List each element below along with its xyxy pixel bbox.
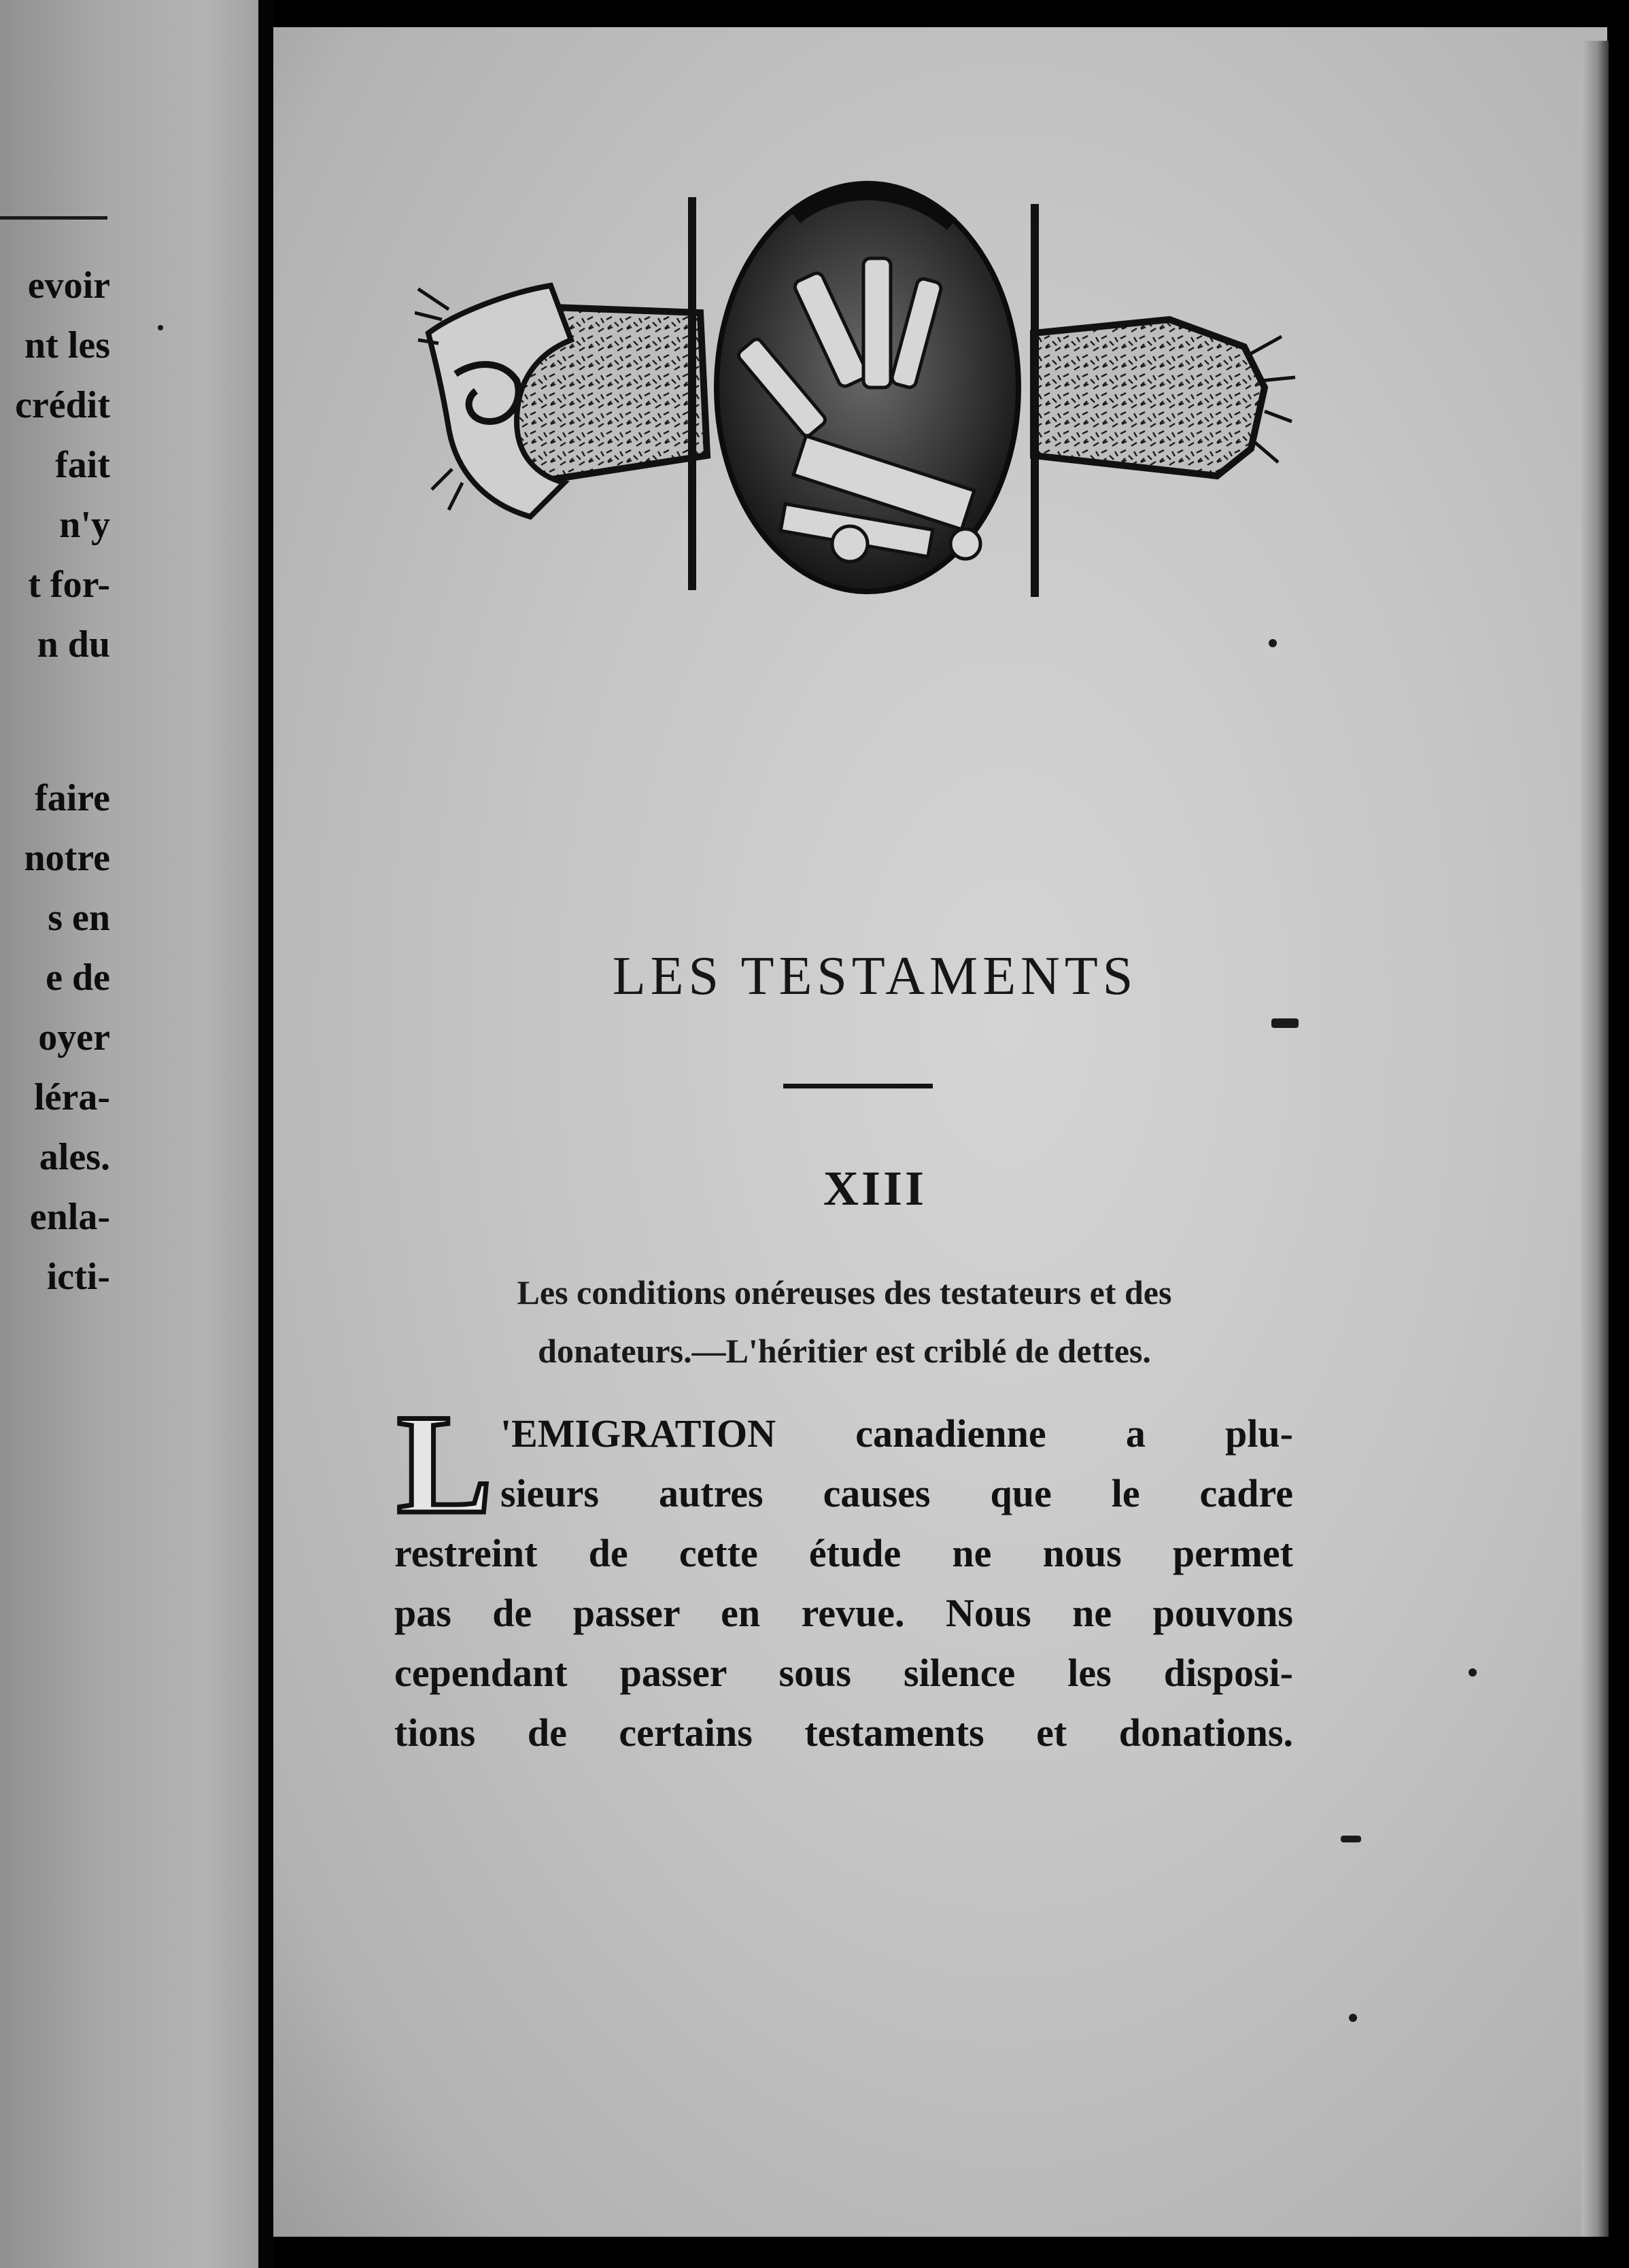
chapter-number: XIII (823, 1161, 927, 1216)
body-line: cependant passer sous silence les disposi- (394, 1651, 1293, 1695)
chapter-title: LES TESTAMENTS (612, 946, 1138, 1006)
ink-speck (1271, 1018, 1299, 1028)
previous-page-line: e de (46, 957, 110, 999)
right-banner (1033, 320, 1265, 476)
previous-page-line: evoir (27, 264, 110, 307)
body-line: tions de certains testaments et donations. (394, 1711, 1293, 1755)
previous-page-line: n du (37, 623, 110, 666)
ink-speck (1349, 2014, 1357, 2022)
body-line: pas de passer en revue. Nous ne pouvons (394, 1591, 1293, 1635)
headpiece-rule-right (1031, 204, 1039, 597)
previous-page-fragment (0, 0, 258, 2268)
previous-page-line: t for- (28, 564, 110, 606)
headpiece-rule-left (688, 197, 696, 590)
previous-page-line: ales. (39, 1136, 110, 1178)
previous-page-line: oyer (38, 1016, 110, 1059)
previous-page-line: n'y (59, 504, 110, 546)
previous-page-line: icti- (46, 1256, 110, 1298)
body-line: restreint de cette étude ne nous permet (394, 1531, 1293, 1575)
book-gutter (258, 0, 273, 2268)
ink-speck (1469, 1668, 1477, 1677)
page-edge-shadow (1581, 41, 1609, 2237)
ink-speck (158, 325, 163, 330)
body-line: sieurs autres causes que le cadre (500, 1471, 1293, 1515)
previous-page-line: crédit (15, 384, 110, 426)
previous-page-line: faire (35, 777, 110, 819)
ink-speck (1269, 639, 1277, 647)
previous-page-line: léra- (34, 1076, 110, 1118)
chapter-summary (396, 1263, 1293, 1380)
previous-page-line: fait (55, 444, 110, 486)
previous-page-line: notre (24, 837, 110, 879)
summary-line: Les conditions onéreuses des testateurs et des (517, 1273, 1172, 1311)
scan-top-border (273, 0, 1629, 27)
drop-cap-initial (397, 1398, 506, 1523)
ink-speck (1341, 1836, 1361, 1842)
previous-page-rule (0, 216, 107, 220)
previous-page-line: s en (48, 897, 110, 939)
drop-cap-letter: L (397, 1398, 493, 1523)
previous-page-line: enla- (29, 1196, 110, 1238)
title-rule (783, 1084, 933, 1088)
body-line: 'EMIGRATION canadienne a plu- (500, 1411, 1293, 1456)
ornamental-headpiece (415, 163, 1319, 625)
summary-line: donateurs.—L'héritier est criblé de dettes. (538, 1332, 1151, 1370)
previous-page-line: nt les (24, 324, 110, 366)
